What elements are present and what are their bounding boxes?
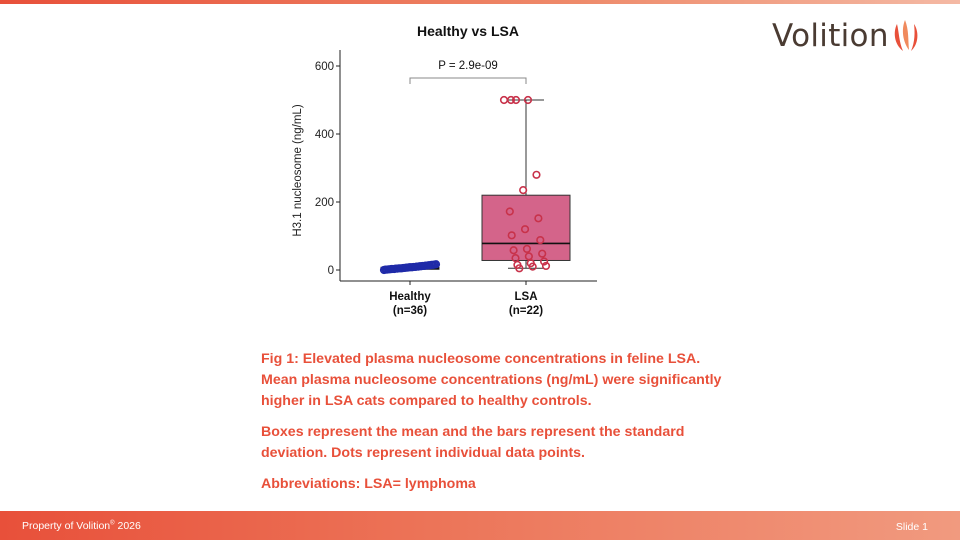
- y-tick-label: 400: [314, 129, 334, 141]
- box-lsa: [482, 195, 570, 260]
- footer-property-year: 2026: [114, 520, 141, 532]
- y-tick-label: 0: [327, 265, 334, 277]
- logo-text: Volition: [772, 18, 889, 54]
- footer-bar: [0, 511, 960, 540]
- chart-title: Healthy vs LSA: [417, 23, 519, 39]
- data-point: [533, 172, 540, 179]
- registered-mark: ®: [110, 520, 115, 527]
- x-tick-label-n: (n=36): [392, 305, 428, 317]
- caption-paragraph-3: Abbreviations: LSA= lymphoma: [261, 476, 476, 492]
- significance-bracket: [410, 78, 526, 84]
- x-tick-label: Healthy: [389, 291, 431, 303]
- x-tick-label-n: (n=22): [508, 305, 544, 317]
- figure-caption: [261, 349, 731, 505]
- slide-number: Slide 1: [895, 521, 928, 533]
- caption-paragraph-1: Fig 1: Elevated plasma nucleosome concentrations in feline LSA. Mean plasma nucleosome concentrations (ng/mL) were significantly higher in LSA cats compared to healthy controls.: [261, 351, 722, 409]
- x-tick-label: LSA: [514, 291, 538, 303]
- footer-property: [22, 520, 141, 532]
- footer-property-prefix: Property of Volition: [22, 520, 111, 532]
- data-point: [520, 187, 527, 194]
- caption-paragraph-2: Boxes represent the mean and the bars represent the standard deviation. Dots represent individual data points.: [261, 424, 685, 461]
- data-point: [501, 97, 508, 104]
- y-tick-label: 600: [314, 61, 334, 73]
- p-value-annotation: P = 2.9e-09: [438, 60, 498, 72]
- y-axis-label: H3.1 nucleosome (ng/mL): [292, 104, 304, 237]
- y-tick-label: 200: [314, 197, 334, 209]
